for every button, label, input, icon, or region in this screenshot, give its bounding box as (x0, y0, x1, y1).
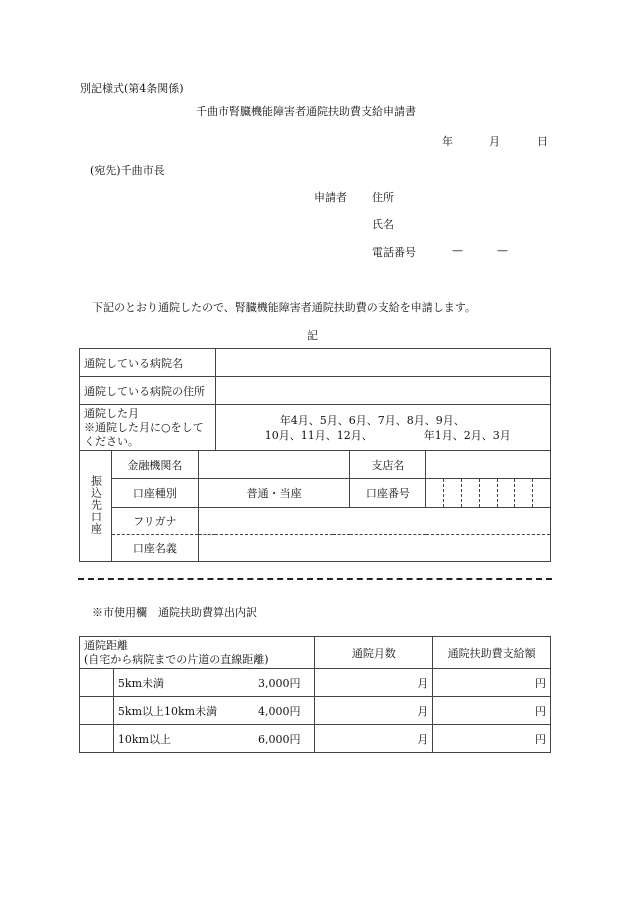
furigana-field[interactable] (198, 508, 550, 535)
bank-name-label: 金融機関名 (111, 451, 198, 479)
cut-line (78, 578, 552, 580)
ki-mark: 記 (307, 329, 318, 342)
account-type-value: 普通・当座 (198, 479, 350, 508)
months-cell[interactable]: 月 (315, 669, 433, 697)
date-day: 日 (537, 135, 548, 148)
phone-label: 電話番号 (372, 246, 416, 259)
statement: 下記のとおり通院したので、腎臓機能障害者通院扶助費の支給を申請します。 (92, 301, 476, 314)
month-selection[interactable]: 年4月、5月、6月、7月、8月、9月、 10月、11月、12月、 年1月、2月、3月 (215, 405, 550, 451)
table-row (80, 669, 551, 697)
distance-range: 10km以上 (117, 732, 172, 746)
row-marker-cell[interactable] (80, 697, 114, 725)
distance-header: 通院距離 (自宅から病院までの片道の直線距離) (80, 637, 315, 669)
account-number-field[interactable] (426, 479, 551, 508)
hospital-name-field[interactable] (215, 349, 550, 377)
table-row (80, 725, 551, 753)
applicant-role: 申請者 (314, 191, 347, 204)
amount-column-header: 通院扶助費支給額 (433, 637, 551, 669)
page-title: 千曲市腎臓機能障害者通院扶助費支給申請書 (196, 105, 416, 118)
phone-separator: — (497, 244, 508, 257)
distance-range: 5km以上10km未満 (117, 704, 218, 718)
row-marker-cell[interactable] (80, 669, 114, 697)
months-cell[interactable]: 月 (315, 697, 433, 725)
month-label: 通院した月 ※通院した月に○をして ください。 (80, 405, 216, 451)
table-row (80, 697, 551, 725)
date-month: 月 (489, 135, 500, 148)
application-table (79, 348, 551, 562)
furigana-label: フリガナ (111, 508, 198, 535)
account-holder-label: 口座名義 (111, 535, 198, 562)
hospital-address-label: 通院している病院の住所 (80, 377, 216, 405)
name-label: 氏名 (372, 218, 394, 231)
hospital-address-field[interactable] (215, 377, 550, 405)
address-label: 住所 (372, 191, 394, 204)
form-label: 別記様式(第4条関係) (80, 82, 184, 95)
amount-cell[interactable]: 円 (433, 725, 551, 753)
branch-field[interactable] (426, 451, 551, 479)
addressee: (宛先)千曲市長 (90, 164, 165, 177)
amount-cell[interactable]: 円 (433, 697, 551, 725)
transfer-account-label: 振込先口座 (80, 451, 112, 562)
row-marker-cell[interactable] (80, 725, 114, 753)
rate: 3,000円 (257, 676, 301, 690)
months-column-header: 通院月数 (315, 637, 433, 669)
months-cell[interactable]: 月 (315, 725, 433, 753)
date-year: 年 (442, 135, 453, 148)
city-section-heading: ※市使用欄 通院扶助費算出内訳 (92, 606, 257, 619)
rate: 6,000円 (257, 732, 301, 746)
account-number-label: 口座番号 (350, 479, 426, 508)
hospital-name-label: 通院している病院名 (80, 349, 216, 377)
phone-separator: — (452, 244, 463, 257)
calculation-table (79, 636, 551, 753)
rate: 4,000円 (257, 704, 301, 718)
bank-name-field[interactable] (198, 451, 350, 479)
amount-cell[interactable]: 円 (433, 669, 551, 697)
branch-label: 支店名 (350, 451, 426, 479)
account-holder-field[interactable] (198, 535, 550, 562)
account-type-label: 口座種別 (111, 479, 198, 508)
distance-range: 5km未満 (117, 676, 165, 690)
